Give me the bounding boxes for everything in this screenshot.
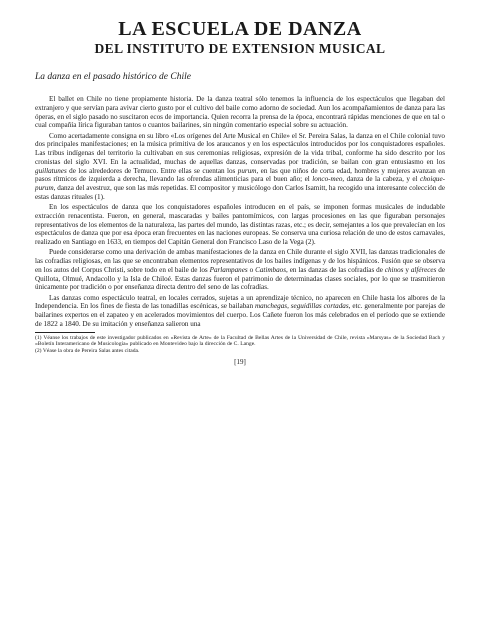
text-run: de Quillota, Olmué, Andacollo y la Isla de Chiloé. Estas danzas fueron el patrimonio de determinadas clases sociales, por lo que se trasmitieron únicamente por tradición o por enseñanza directa dentro del seno de las cofradías. [35, 265, 446, 292]
footnotes [35, 335, 445, 355]
article-subtitle: DEL INSTITUTO DE EXTENSION MUSICAL [94, 41, 386, 56]
italic-term: lonco-meo [312, 175, 343, 184]
italic-term: alféreces [410, 265, 437, 274]
text-run: , etc. generalmente por parejas de bailarines expertos en el zapateo y en acelerados movimientos del cuerpo. Los Cañete fueron los más celebrados en el período que se extiende de 1822 a 1840. De su imitación y enseñanza salieron una [35, 302, 445, 328]
paragraph [35, 95, 445, 130]
text-run: En los espectáculos de danza que los conquistadores españoles introducen en el país, se imponen formas musicales de indudable extracción renacentista. Fueron, en general, mascaradas y bailes pantomímicos, con largas procesiones en las que figuraban personajes representativos de los elementos de la naturaleza, las partes del mundo, las distintas razas, etc.; es decir, semejantes a los que prevalecían en los espectáculos de danza que por esa época eran frecuentes en las naciones europeas. Se conserva una curiosa relación de uno de estos carnavales, realizado en Santiago en 1633, en tiempos del Capitán General don Francisco Laso de la Vega (2). [35, 203, 445, 246]
text-run: Como acertadamente consigna en su libro «Los orígenes del Arte Musical en Chile» el Sr. Pereira Salas, la danza en el Chile colonial tuvo dos principales manifestaciones; en la música primitiva de los araucanos y en los espectáculos introducidos por los conquistadores españoles. Las tribus indígenas del territorio la cultivaban en sus ceremonias religiosas, expresión de la vida tribal, conforme ha sido descrito por los cronistas del siglo XVI. En la actualidad, muchas de aquellas danzas, conservadas por tradición, se bailan con gran entusiasmo en los [35, 131, 445, 166]
text-run: El ballet en Chile no tiene propiamente historia. De la danza teatral sólo tenemos la influencia de los espectáculos que llegaban del extranjero y que servían para avivar cierto gusto por el cultivo del baile como adorno de sociedad. Aun los acompañamientos de danza para las óperas, en el siglo pasado no suscitaron ecos de importancia. Quien recorra la prensa de la época, encontrará rápidas menciones de que en tal o cual compañía lírica figuraban tantos o cuantos bailarines, sin ningún comentario especial sobre su actuación. [35, 95, 445, 130]
italic-term: manchegas, seguidillas cortadas [254, 302, 349, 311]
italic-term: guillatunes [35, 166, 67, 175]
text-run: Las danzas como espectáculo teatral, en locales cerrados, sujetas a un aprendizaje técnico, no aparecen en Chile hasta los albores de la Independencia. En los fines de fiesta de las tonadillas escénicas, se bailaban [35, 293, 445, 311]
text-run: , en las que niños de corta edad, hombres y mujeres avanzan en pasos rítmicos de izquierda a derecha, llevando las ofrendas alimenticias para el buen año; el [35, 166, 445, 184]
paragraph [35, 132, 445, 202]
text-run: Puede considerarse como una derivación de ambas manifestaciones de la danza en Chile durante el siglo XVII, las danzas tradicionales de las cofradías religiosas, en las que se encontraban elementos representativos de los bailes indígenas y de los hispánicos. Fusión que se observa en los autos del Corpus Christi, sobre todo en el baile de los [35, 248, 445, 274]
article-body [35, 95, 445, 329]
footnote-divider [35, 332, 95, 333]
italic-term: Catimbaos [255, 265, 287, 274]
italic-term: purum [237, 166, 257, 175]
section-heading: La danza en el pasado histórico de Chile [35, 72, 191, 82]
text-run: o [247, 265, 256, 274]
italic-term: choique-purum [35, 175, 446, 192]
text-run: de los alrededores de Temuco. Entre ellas se cuentan los [66, 166, 238, 175]
paragraph [35, 294, 445, 329]
footnote: (2) Véase la obra de Pereira Salas antes citada. [35, 347, 140, 354]
text-run: , danza del avestruz, que son las más repetidas. El compositor y musicólogo don Carlos Isamitt, ha recogido una interesante colección de estas danzas rituales (1). [35, 184, 445, 201]
article-title: LA ESCUELA DE DANZA [118, 18, 362, 40]
text-run: y [403, 265, 411, 274]
page-number: [19] [234, 357, 246, 366]
text-run: , en las danzas de las cofradías de [286, 265, 385, 274]
text-run: , danza de la cabeza, y el [342, 175, 421, 184]
italic-term: Parlampanes [209, 265, 248, 274]
paragraph [35, 248, 445, 292]
paragraph [35, 203, 445, 247]
italic-term: chinos [384, 265, 404, 274]
footnote: (1) Véanse los trabajos de este investigador publicados en «Revista de Arte» de la Facultad de Bellas Artes de la Universidad de Chile, revista «Marsyas» de la Sociedad Bach y «Boletín Interamericano de Musicología» publicado en Montevideo bajo la dirección de C. Lange. [35, 334, 445, 348]
